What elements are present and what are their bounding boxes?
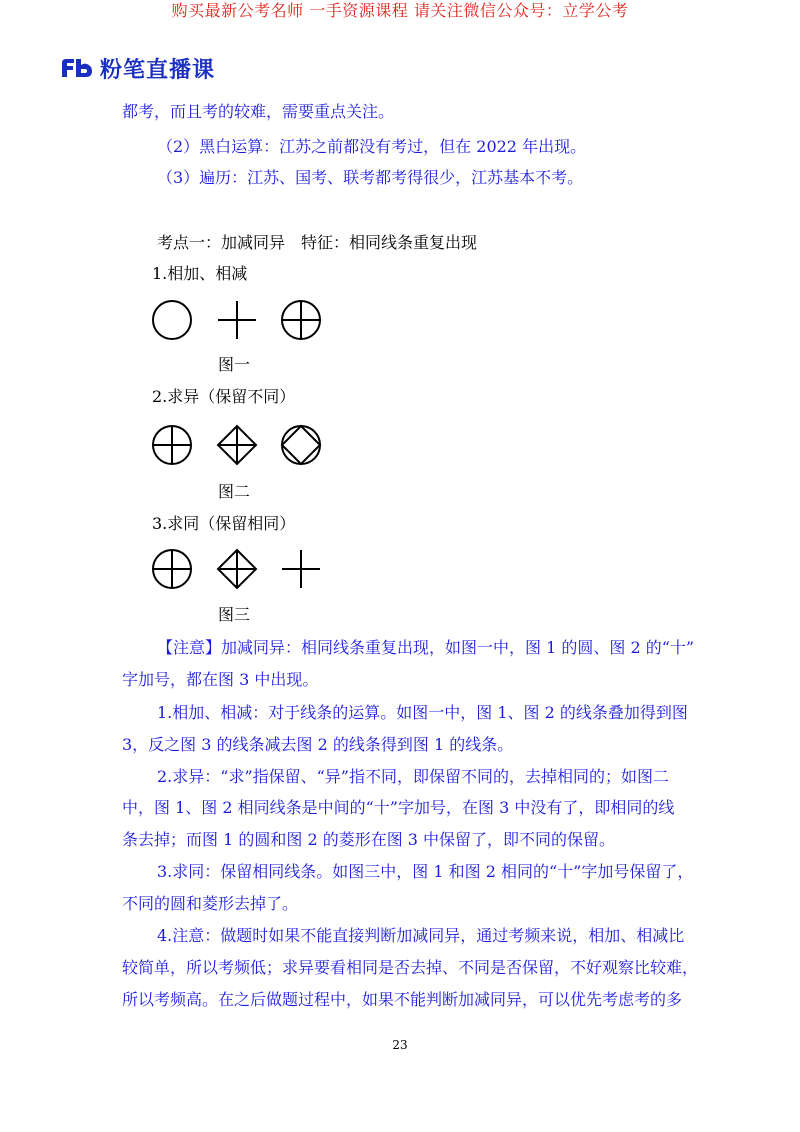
- figure-2-row: [150, 423, 330, 467]
- figure-3-circle-cross: [153, 550, 191, 588]
- figure-3-row: [150, 547, 330, 591]
- figure-2-circle-diamond: [282, 426, 320, 464]
- note-5-line-2: 较简单，所以考频低；求异要看相同是否去掉、不同是否保留，不好观察比较难，: [122, 958, 699, 977]
- logo-text: 粉笔直播课: [100, 57, 216, 83]
- note-1-line-2: 字加号，都在图 3 中出现。: [122, 670, 319, 689]
- figure-1-cross: [218, 301, 256, 339]
- item-label-2: 2.求异（保留不同）: [152, 387, 296, 406]
- caption-3: 图三: [218, 605, 251, 624]
- figure-3-cross: [282, 550, 320, 588]
- note-4-line-1: 3.求同：保留相同线条。如图三中，图 1 和图 2 相同的“十”字加号保留了，: [157, 862, 694, 881]
- caption-1: 图一: [218, 355, 251, 374]
- note-5-line-3: 所以考频高。在之后做题过程中，如果不能判断加减同异，可以优先考虑考的多: [122, 990, 683, 1009]
- brand-logo: [60, 54, 215, 82]
- note-5-line-1: 4.注意：做题时如果不能直接判断加减同异，通过考频来说，相加、相减比: [157, 926, 685, 945]
- intro-line-2: （2）黑白运算：江苏之前都没有考过，但在 2022 年出现。: [157, 137, 587, 156]
- note-3-line-2: 中，图 1、图 2 相同线条是中间的“十”字加号，在图 3 中没有了，即相同的线: [122, 798, 675, 817]
- figure-2-circle-cross: [153, 426, 191, 464]
- promo-banner: 购买最新公考名师 一手资源课程 请关注微信公众号：立学公考: [171, 1, 629, 20]
- intro-line-3: （3）遍历：江苏、国考、联考都考得很少，江苏基本不考。: [157, 168, 584, 187]
- item-label-3: 3.求同（保留相同）: [152, 514, 296, 533]
- section-title: 考点一：加减同异 特征：相同线条重复出现: [157, 233, 478, 252]
- figure-1-circle-cross: [282, 301, 320, 339]
- figure-1-circle: [153, 301, 191, 339]
- item-label-1: 1.相加、相减: [152, 264, 248, 283]
- note-1-line-1: 【注意】加减同异：相同线条重复出现，如图一中，图 1 的圆、图 2 的“十”: [157, 638, 695, 657]
- note-4-line-2: 不同的圆和菱形去掉了。: [122, 894, 299, 913]
- note-2-line-2: 3，反之图 3 的线条减去图 2 的线条得到图 1 的线条。: [122, 735, 514, 754]
- intro-line-1: 都考，而且考的较难，需要重点关注。: [122, 102, 395, 121]
- note-3-line-1: 2.求异：“求”指保留、“异”指不同，即保留不同的，去掉相同的；如图二: [157, 767, 669, 786]
- fb-logo-icon: [60, 57, 94, 79]
- caption-2: 图二: [218, 482, 251, 501]
- figure-3-diamond-cross: [218, 550, 256, 588]
- figure-1-row: [150, 298, 330, 342]
- figure-2-diamond-cross: [218, 426, 256, 464]
- note-3-line-3: 条去掉；而图 1 的圆和图 2 的菱形在图 3 中保留了，即不同的保留。: [122, 830, 616, 849]
- note-2-line-1: 1.相加、相减：对于线条的运算。如图一中，图 1、图 2 的线条叠加得到图: [157, 703, 688, 722]
- page-number: 23: [392, 1038, 408, 1052]
